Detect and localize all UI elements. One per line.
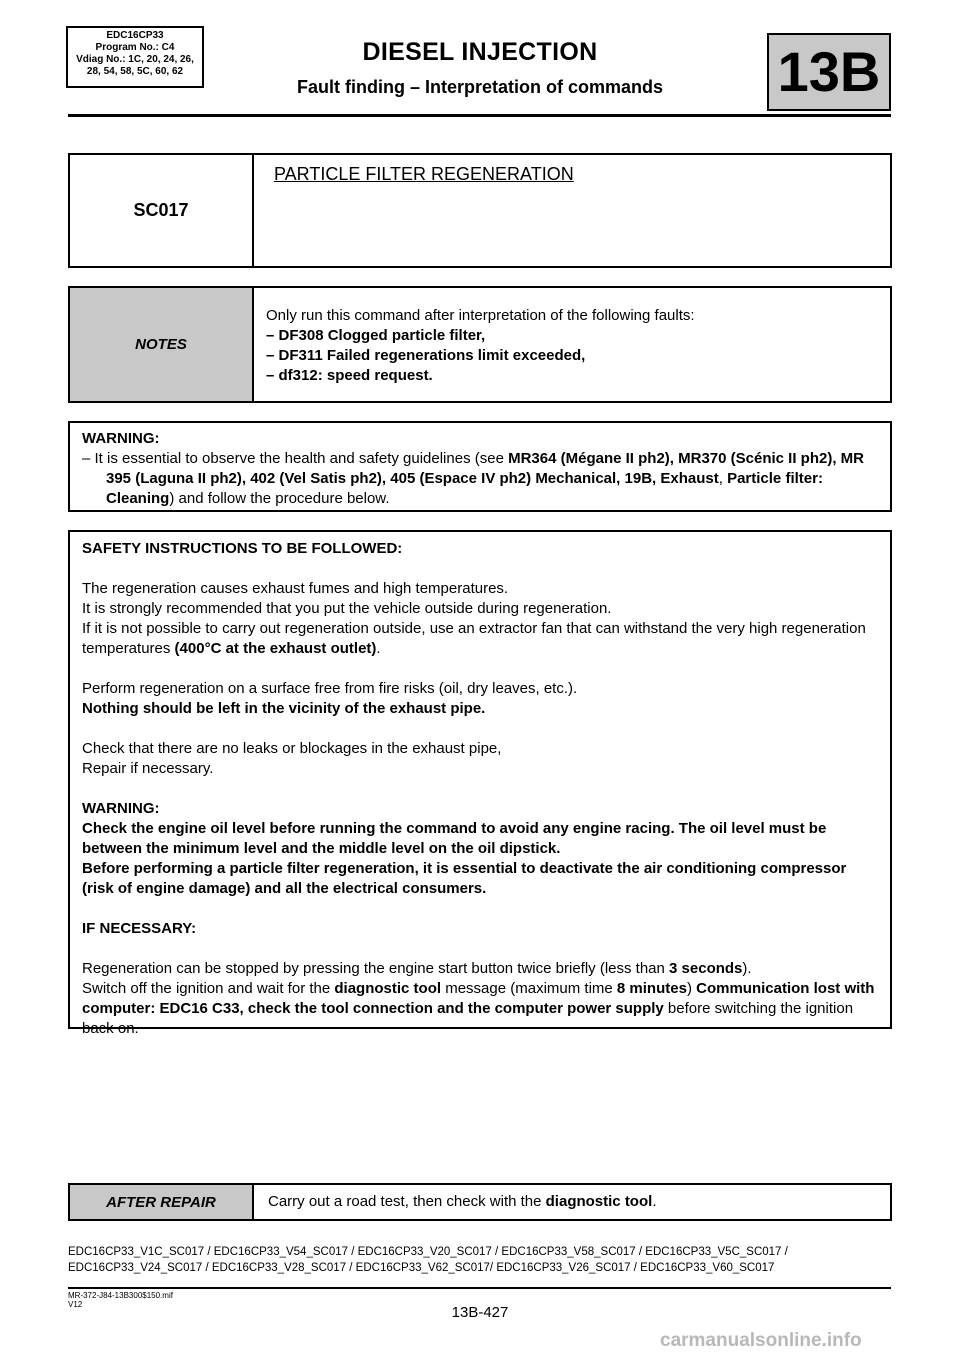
notes-box [68, 286, 892, 403]
header-divider [68, 114, 891, 117]
after-repair-tool: diagnostic tool [545, 1193, 653, 1210]
after-repair-divider [252, 1185, 254, 1219]
page-title: DIESEL INJECTION [362, 38, 598, 66]
notes-label: NOTES [70, 288, 252, 401]
safety-p2: It is strongly recommended that you put the vehicle outside during regeneration. [82, 600, 612, 617]
notes-item: – df312: speed request. [266, 367, 433, 384]
notes-item: – DF308 Clogged particle filter, [266, 327, 486, 344]
if-necessary-heading: IF NECESSARY: [82, 920, 197, 937]
safety-warning-2: Before performing a particle filter regeneration, it is essential to deactivate the air conditioning compressor (risk of engine damage) and all the electrical consumers. [82, 860, 847, 897]
tag-line-3: Vdiag No.: 1C, 20, 24, 26, [76, 54, 194, 65]
codes-line-2: EDC16CP33_V24_SC017 / EDC16CP33_V28_SC017 / EDC16CP33_V62_SC017/ EDC16CP33_V26_SC017 / EDC16CP33_V60_SC017 [68, 1262, 775, 1274]
safety-p4: Perform regeneration on a surface free from fire risks (oil, dry leaves, etc.). [82, 680, 578, 697]
warning-box [68, 421, 892, 512]
max-time: 8 minutes [616, 980, 687, 997]
page-subtitle: Fault finding – Interpretation of commands [296, 77, 663, 97]
notes-content [266, 306, 876, 386]
safety-p7: Repair if necessary. [82, 760, 214, 777]
section-badge: 13B [767, 33, 891, 111]
after-repair-label: AFTER REPAIR [70, 1185, 252, 1219]
command-box [68, 153, 892, 268]
tag-line-2: Program No.: C4 [95, 42, 175, 53]
codes-line-1: EDC16CP33_V1C_SC017 / EDC16CP33_V54_SC017 / EDC16CP33_V20_SC017 / EDC16CP33_V58_SC017 / EDC16CP33_V5C_SC017 / [68, 1246, 788, 1258]
safety-p3-text: If it is not possible to carry out regeneration outside, use an extractor fan that can withstand the very high regeneration temperatures [82, 620, 866, 657]
warning-text-2: , [718, 470, 728, 487]
after-repair-text [268, 1192, 868, 1212]
tag-line-4: 28, 54, 58, 5C, 60, 62 [86, 66, 184, 77]
warning-ref-cleaning: Particle filter: Cleaning [106, 470, 823, 507]
safety-p3 [82, 619, 882, 659]
after-repair-box [68, 1183, 892, 1221]
stop-duration: 3 seconds [669, 960, 743, 977]
safety-content [82, 539, 882, 1039]
warning-heading: WARNING: [82, 430, 160, 447]
diag-tool-ref: diagnostic tool [334, 980, 442, 997]
command-code: SC017 [133, 200, 189, 220]
switch-mid2: ) [686, 980, 697, 997]
page-number: 13B-427 [451, 1304, 509, 1321]
command-codes [68, 1244, 898, 1276]
watermark: carmanualsonline.info [660, 1330, 862, 1351]
warning-refs: MR364 (Mégane II ph2), MR370 (Scénic II ph2), MR 395 (Laguna II ph2), 402 (Vel Satis ph2), 405 (Espace IV ph2) Mechanical, 19B, Exhaust [106, 450, 864, 487]
switch-off-instruction [82, 979, 882, 1039]
notes-intro: Only run this command after interpretation of the following faults: [266, 307, 695, 324]
after-repair-text-main: Carry out a road test, then check with the [268, 1193, 546, 1210]
ref-file: MR-372-J84-13B300$150.mif [68, 1291, 173, 1300]
warning-text [82, 449, 882, 509]
after-repair-end: . [652, 1193, 657, 1210]
stop-end: ). [742, 960, 752, 977]
safety-p1: The regeneration causes exhaust fumes and high temperatures. [82, 580, 509, 597]
warning-text-1: – It is essential to observe the health and safety guidelines (see [82, 450, 509, 467]
stop-text: Regeneration can be stopped by pressing the engine start button twice briefly (less than [82, 960, 670, 977]
warning-text-3: ) and follow the procedure below. [169, 490, 390, 507]
command-name: PARTICLE FILTER REGENERATION [274, 164, 574, 184]
safety-warning-heading: WARNING: [82, 800, 160, 817]
tag-line-1: EDC16CP33 [106, 30, 164, 41]
notes-divider [252, 288, 254, 401]
switch-text: Switch off the ignition and wait for the [82, 980, 335, 997]
comm-lost-message: Communication lost with computer: EDC16 C33, check the tool connection and the computer power supply [82, 980, 875, 1017]
switch-mid: message (maximum time [441, 980, 617, 997]
stop-instruction [82, 959, 882, 979]
ref-version: V12 [68, 1300, 83, 1309]
safety-box [68, 530, 892, 1037]
warning-content [82, 429, 882, 509]
safety-warning-1: Check the engine oil level before running the command to avoid any engine racing. The oil level must be between the minimum level and the middle level on the oil dipstick. [82, 820, 827, 857]
command-divider [252, 155, 254, 266]
safety-heading: SAFETY INSTRUCTIONS TO BE FOLLOWED: [82, 540, 403, 557]
safety-p3-temp: (400°C at the exhaust outlet) [174, 640, 377, 657]
notes-item: – DF311 Failed regenerations limit exceeded, [266, 347, 586, 364]
footer-divider [68, 1287, 891, 1289]
safety-p6: Check that there are no leaks or blockages in the exhaust pipe, [82, 740, 502, 757]
switch-end: before switching the ignition back on. [82, 1000, 854, 1037]
safety-p5: Nothing should be left in the vicinity of the exhaust pipe. [82, 700, 486, 717]
safety-p3-end: . [376, 640, 381, 657]
